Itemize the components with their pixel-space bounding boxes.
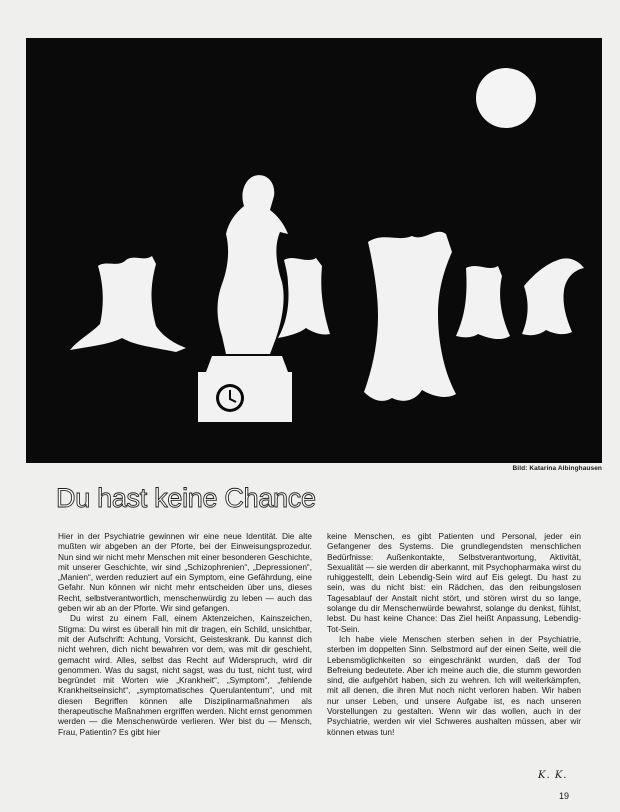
tree-twisted <box>522 258 584 335</box>
moon <box>476 68 536 128</box>
tree-stump-small <box>278 258 330 338</box>
woodcut-illustration <box>26 38 602 463</box>
pedestal <box>206 356 288 372</box>
figure-statue <box>218 175 289 354</box>
page-number: 19 <box>559 791 570 801</box>
pedestal-base <box>198 372 292 422</box>
paragraph: Du wirst zu einem Fall, einem Aktenzeichen, Kainszeichen, Stigma: Du wirst es überall hin mit dir tragen, ein Schild, unsichtbar, mit der Aufschrift: Achtung, Vorsicht, Geisteskrank. Du kannst dich nicht wehren, dich nicht bewahren vor dem, was mit dir geschieht, gemacht wird. Alles, selbst das Recht auf Widerspruch, wird dir genommen. Was du sagst, nicht sagst, was du tust, nicht tust, wird begründet mit Worten wie „Krankheit“, „Symptom“, „fehlende Krankheitseinsicht“, „symptomatisches Querulantentum“, und mit diesen Begriffen können alle Disziplinarmaßnahmen als therapeutische Maßnahmen ergriffen werden. Nicht ernst genommen werden — die Menschenwürde verlieren. Wer bist du — Mensch, Frau, Patientin? Es gibt hier <box>58 613 312 737</box>
tree-stump-left <box>70 256 186 352</box>
paragraph: Hier in der Psychiatrie gewinnen wir eine neue Identität. Die alte mußten wir abgeben an der Pforte, bei der Einweisungsprozedur. Nun sind wir nicht mehr Menschen mit einer besonderen Geschichte, mit unserer Geschichte, wir sind „Schizophrenien“, „Depressionen“, „Manien“, werden reduziert auf ein Symptom, eine Gefährdung, eine Gefahr. Nun können wir nicht mehr entscheiden über uns, dieses Recht, selbstverantwortlich, menschenwürdig zu leben — auch das geben wir ab an der Pforte. Wir sind gefangen. <box>58 531 312 614</box>
article-column-left <box>58 531 312 737</box>
author-signature: K. K. <box>538 770 568 781</box>
tree-large <box>364 232 456 401</box>
image-credit: Bild: Katarina Albinghausen <box>512 465 602 472</box>
tree-stump-right <box>456 266 510 339</box>
ground-strip <box>26 438 602 463</box>
article-column-right <box>327 531 581 737</box>
paragraph: Ich habe viele Menschen sterben sehen in der Psychiatrie, sterben im doppelten Sinn. Selbstmord auf der einen Seite, weil die Lebensmöglichkeiten so eingeschränkt wurden, daß der Tod Befreiung bedeutete. Aber ich meine auch die, die stumm geworden sind, die aufgehört haben, sich zu wehren. Ich will weiterkämpfen, mit all denen, die ihren Mut noch nicht verloren haben. Wir haben nur unser Leben, und unsere Aufgabe ist, es nach unseren Vorstellungen zu gestalten. Wenn wir das wollen, auch in der Psychiatrie, werden wir viel Schweres aushalten müssen, aber wir können etwas tun! <box>327 633 581 737</box>
paragraph: keine Menschen, es gibt Patienten und Personal, jeder ein Gefangener des Systems. Die grundlegendsten menschlichen Bedürfnisse: Außenkontakte, Selbstverantwortung, Aktivität, Sexualität — sie werden dir aberkannt, mit Psychopharmaka wirst du ruhiggestellt, dein Lebendig-Sein wird auf Eis gelegt. Du hast zu sein, was du nicht bist: ein Rädchen, das den reibungslosen Tagesablauf der Anstalt nicht stört, und stören wirst du so lange, solange du dir Menschenwürde bewahrst, solange du denkst, fühlst, lebst. Du hast keine Chance: Das Ziel heißt Anpassung, Lebendig-Tot-Sein. <box>327 531 581 634</box>
article-title: Du hast keine Chance <box>56 483 316 513</box>
